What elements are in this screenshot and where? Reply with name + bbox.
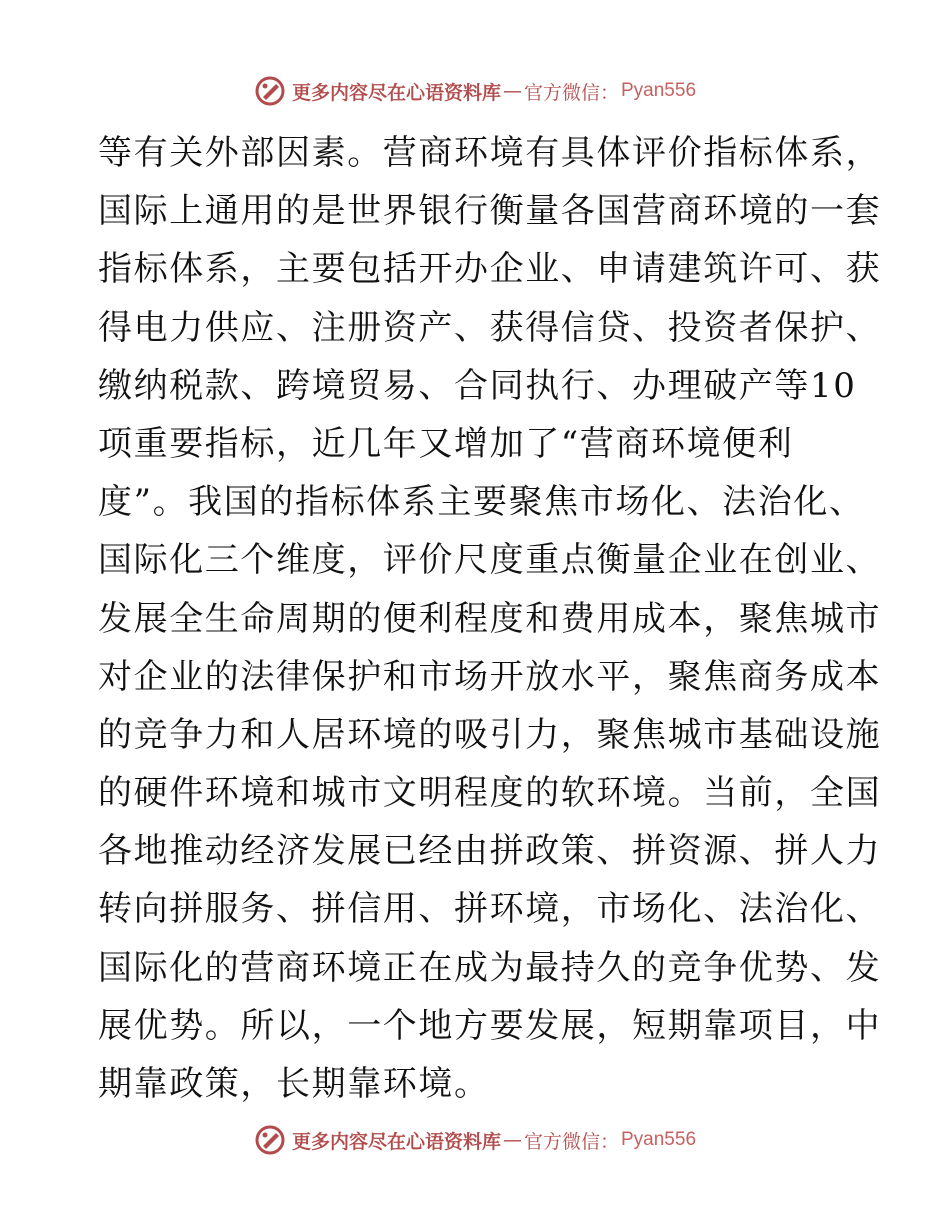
body-line: 发展全生命周期的便利程度和费用成本，聚焦城市 xyxy=(98,598,882,639)
body-line: 各地推动经济发展已经由拼政策、拼资源、拼人力 xyxy=(98,831,882,872)
header-brand-text: 更多内容尽在心语资料库 xyxy=(291,81,501,104)
body-line: 得电力供应、注册资产、获得信贷、投资者保护、 xyxy=(98,307,882,348)
header-separator: — xyxy=(502,80,522,102)
body-line: 期靠政策，长期靠环境。 xyxy=(98,1064,490,1104)
body-line: 度”。我国的指标体系主要聚焦市场化、法治化、 xyxy=(98,482,865,523)
page-header-watermark xyxy=(0,71,950,111)
body-line: 指标体系，主要包括开办企业、申请建筑许可、获 xyxy=(98,249,882,290)
header-wechat-id: Pyan556 xyxy=(621,80,697,101)
footer-separator: — xyxy=(502,1129,522,1151)
body-line: 的硬件环境和城市文明程度的软环境。当前，全国 xyxy=(98,773,882,814)
body-line: 展优势。所以，一个地方要发展，短期靠项目，中 xyxy=(98,1005,882,1046)
body-line: 国际上通用的是世界银行衡量各国营商环境的一套 xyxy=(98,191,882,232)
brand-logo-icon xyxy=(254,1124,286,1156)
body-line: 国际化的营商环境正在成为最持久的竞争优势、发 xyxy=(98,947,882,988)
footer-wechat-id: Pyan556 xyxy=(621,1129,697,1150)
document-body xyxy=(98,124,882,1113)
body-line: 缴纳税款、跨境贸易、合同执行、办理破产等10 xyxy=(98,365,857,406)
footer-brand-text: 更多内容尽在心语资料库 xyxy=(291,1130,501,1153)
brand-logo-icon xyxy=(254,75,286,107)
body-line: 的竞争力和人居环境的吸引力，聚焦城市基础设施 xyxy=(98,714,882,755)
page-footer-watermark xyxy=(0,1120,950,1160)
body-line: 等有关外部因素。营商环境有具体评价指标体系， xyxy=(98,133,882,173)
body-line: 项重要指标，近几年又增加了“营商环境便利 xyxy=(98,423,794,464)
footer-wechat-label: 官方微信： xyxy=(523,1130,619,1153)
body-line: 国际化三个维度，评价尺度重点衡量企业在创业、 xyxy=(98,540,882,581)
body-line: 转向拼服务、拼信用、拼环境，市场化、法治化、 xyxy=(98,889,882,930)
header-wechat-label: 官方微信： xyxy=(523,81,619,104)
body-line: 对企业的法律保护和市场开放水平，聚焦商务成本 xyxy=(98,656,882,697)
